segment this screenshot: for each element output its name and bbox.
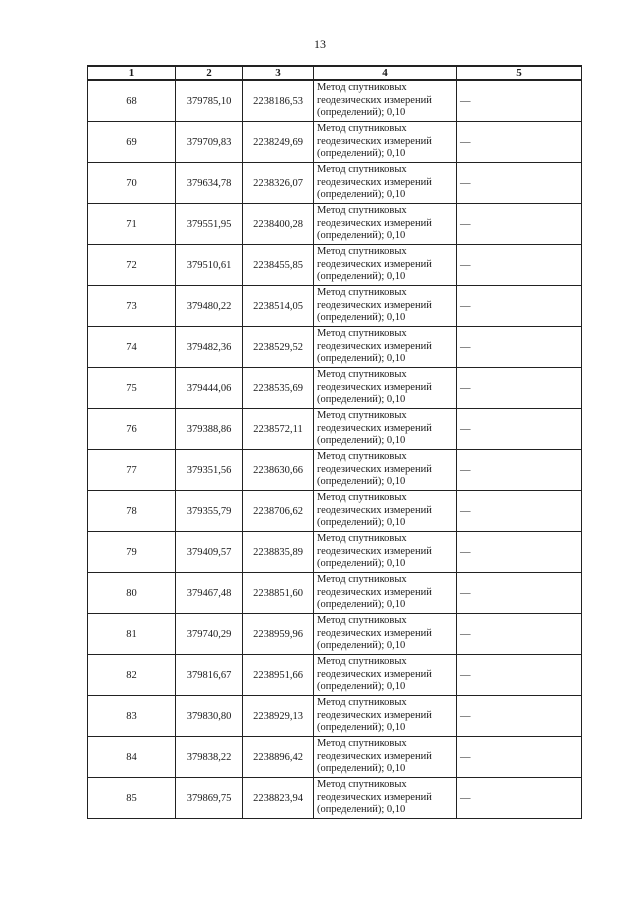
note-cell: — (457, 614, 582, 655)
method-cell: Метод спутниковых геодезических измерений (определений); 0,10 (314, 655, 457, 696)
y-coordinate-cell: 2238326,07 (243, 163, 314, 204)
y-coordinate-cell: 2238959,96 (243, 614, 314, 655)
x-coordinate-cell: 379444,06 (176, 368, 243, 409)
method-cell: Метод спутниковых геодезических измерений (определений); 0,10 (314, 204, 457, 245)
point-number-cell: 69 (88, 122, 176, 163)
point-number-cell: 79 (88, 532, 176, 573)
table-row (88, 122, 582, 163)
note-cell: — (457, 368, 582, 409)
x-coordinate-cell: 379740,29 (176, 614, 243, 655)
y-coordinate-cell: 2238249,69 (243, 122, 314, 163)
note-cell: — (457, 204, 582, 245)
note-cell: — (457, 532, 582, 573)
point-number-cell: 83 (88, 696, 176, 737)
header-col-4: 4 (314, 66, 457, 80)
note-cell: — (457, 737, 582, 778)
table-row (88, 163, 582, 204)
table-row (88, 573, 582, 614)
x-coordinate-cell: 379838,22 (176, 737, 243, 778)
point-number-cell: 70 (88, 163, 176, 204)
note-cell: — (457, 245, 582, 286)
y-coordinate-cell: 2238572,11 (243, 409, 314, 450)
table-row (88, 409, 582, 450)
x-coordinate-cell: 379816,67 (176, 655, 243, 696)
header-col-1: 1 (88, 66, 176, 80)
note-cell: — (457, 696, 582, 737)
point-number-cell: 76 (88, 409, 176, 450)
method-cell: Метод спутниковых геодезических измерений (определений); 0,10 (314, 409, 457, 450)
method-cell: Метод спутниковых геодезических измерений (определений); 0,10 (314, 491, 457, 532)
x-coordinate-cell: 379830,80 (176, 696, 243, 737)
point-number-cell: 74 (88, 327, 176, 368)
point-number-cell: 81 (88, 614, 176, 655)
table-row (88, 327, 582, 368)
method-cell: Метод спутниковых геодезических измерений (определений); 0,10 (314, 327, 457, 368)
y-coordinate-cell: 2238823,94 (243, 778, 314, 819)
table-row (88, 286, 582, 327)
table-row (88, 655, 582, 696)
method-cell: Метод спутниковых геодезических измерений (определений); 0,10 (314, 245, 457, 286)
method-cell: Метод спутниковых геодезических измерений (определений); 0,10 (314, 450, 457, 491)
method-cell: Метод спутниковых геодезических измерений (определений); 0,10 (314, 163, 457, 204)
note-cell: — (457, 450, 582, 491)
table-row (88, 696, 582, 737)
table-row (88, 614, 582, 655)
point-number-cell: 75 (88, 368, 176, 409)
method-cell: Метод спутниковых геодезических измерений (определений); 0,10 (314, 368, 457, 409)
table-row (88, 778, 582, 819)
y-coordinate-cell: 2238630,66 (243, 450, 314, 491)
y-coordinate-cell: 2238929,13 (243, 696, 314, 737)
note-cell: — (457, 122, 582, 163)
x-coordinate-cell: 379467,48 (176, 573, 243, 614)
point-number-cell: 82 (88, 655, 176, 696)
table-header-row (88, 66, 582, 80)
y-coordinate-cell: 2238896,42 (243, 737, 314, 778)
note-cell: — (457, 491, 582, 532)
method-cell: Метод спутниковых геодезических измерений (определений); 0,10 (314, 573, 457, 614)
x-coordinate-cell: 379709,83 (176, 122, 243, 163)
y-coordinate-cell: 2238706,62 (243, 491, 314, 532)
x-coordinate-cell: 379510,61 (176, 245, 243, 286)
header-col-2: 2 (176, 66, 243, 80)
note-cell: — (457, 163, 582, 204)
point-number-cell: 78 (88, 491, 176, 532)
method-cell: Метод спутниковых геодезических измерений (определений); 0,10 (314, 122, 457, 163)
method-cell: Метод спутниковых геодезических измерений (определений); 0,10 (314, 696, 457, 737)
note-cell: — (457, 327, 582, 368)
method-cell: Метод спутниковых геодезических измерений (определений); 0,10 (314, 80, 457, 122)
point-number-cell: 80 (88, 573, 176, 614)
point-number-cell: 84 (88, 737, 176, 778)
method-cell: Метод спутниковых геодезических измерений (определений); 0,10 (314, 778, 457, 819)
y-coordinate-cell: 2238851,60 (243, 573, 314, 614)
x-coordinate-cell: 379409,57 (176, 532, 243, 573)
note-cell: — (457, 409, 582, 450)
y-coordinate-cell: 2238529,52 (243, 327, 314, 368)
point-number-cell: 68 (88, 80, 176, 122)
method-cell: Метод спутниковых геодезических измерений (определений); 0,10 (314, 614, 457, 655)
header-col-5: 5 (457, 66, 582, 80)
table-row (88, 80, 582, 122)
x-coordinate-cell: 379869,75 (176, 778, 243, 819)
method-cell: Метод спутниковых геодезических измерений (определений); 0,10 (314, 532, 457, 573)
note-cell: — (457, 655, 582, 696)
page-number: 13 (314, 37, 326, 51)
y-coordinate-cell: 2238455,85 (243, 245, 314, 286)
note-cell: — (457, 80, 582, 122)
table-row (88, 450, 582, 491)
x-coordinate-cell: 379634,78 (176, 163, 243, 204)
point-number-cell: 73 (88, 286, 176, 327)
table-row (88, 245, 582, 286)
table-row (88, 368, 582, 409)
table-row (88, 204, 582, 245)
method-cell: Метод спутниковых геодезических измерений (определений); 0,10 (314, 286, 457, 327)
x-coordinate-cell: 379355,79 (176, 491, 243, 532)
table-row (88, 737, 582, 778)
table-row (88, 491, 582, 532)
y-coordinate-cell: 2238951,66 (243, 655, 314, 696)
y-coordinate-cell: 2238835,89 (243, 532, 314, 573)
point-number-cell: 71 (88, 204, 176, 245)
x-coordinate-cell: 379480,22 (176, 286, 243, 327)
method-cell: Метод спутниковых геодезических измерений (определений); 0,10 (314, 737, 457, 778)
x-coordinate-cell: 379785,10 (176, 80, 243, 122)
x-coordinate-cell: 379351,56 (176, 450, 243, 491)
coordinates-table (87, 65, 582, 819)
y-coordinate-cell: 2238535,69 (243, 368, 314, 409)
point-number-cell: 77 (88, 450, 176, 491)
note-cell: — (457, 573, 582, 614)
note-cell: — (457, 778, 582, 819)
point-number-cell: 72 (88, 245, 176, 286)
y-coordinate-cell: 2238186,53 (243, 80, 314, 122)
y-coordinate-cell: 2238514,05 (243, 286, 314, 327)
x-coordinate-cell: 379388,86 (176, 409, 243, 450)
x-coordinate-cell: 379482,36 (176, 327, 243, 368)
point-number-cell: 85 (88, 778, 176, 819)
header-col-3: 3 (243, 66, 314, 80)
table-row (88, 532, 582, 573)
x-coordinate-cell: 379551,95 (176, 204, 243, 245)
note-cell: — (457, 286, 582, 327)
y-coordinate-cell: 2238400,28 (243, 204, 314, 245)
table-body (88, 66, 582, 819)
